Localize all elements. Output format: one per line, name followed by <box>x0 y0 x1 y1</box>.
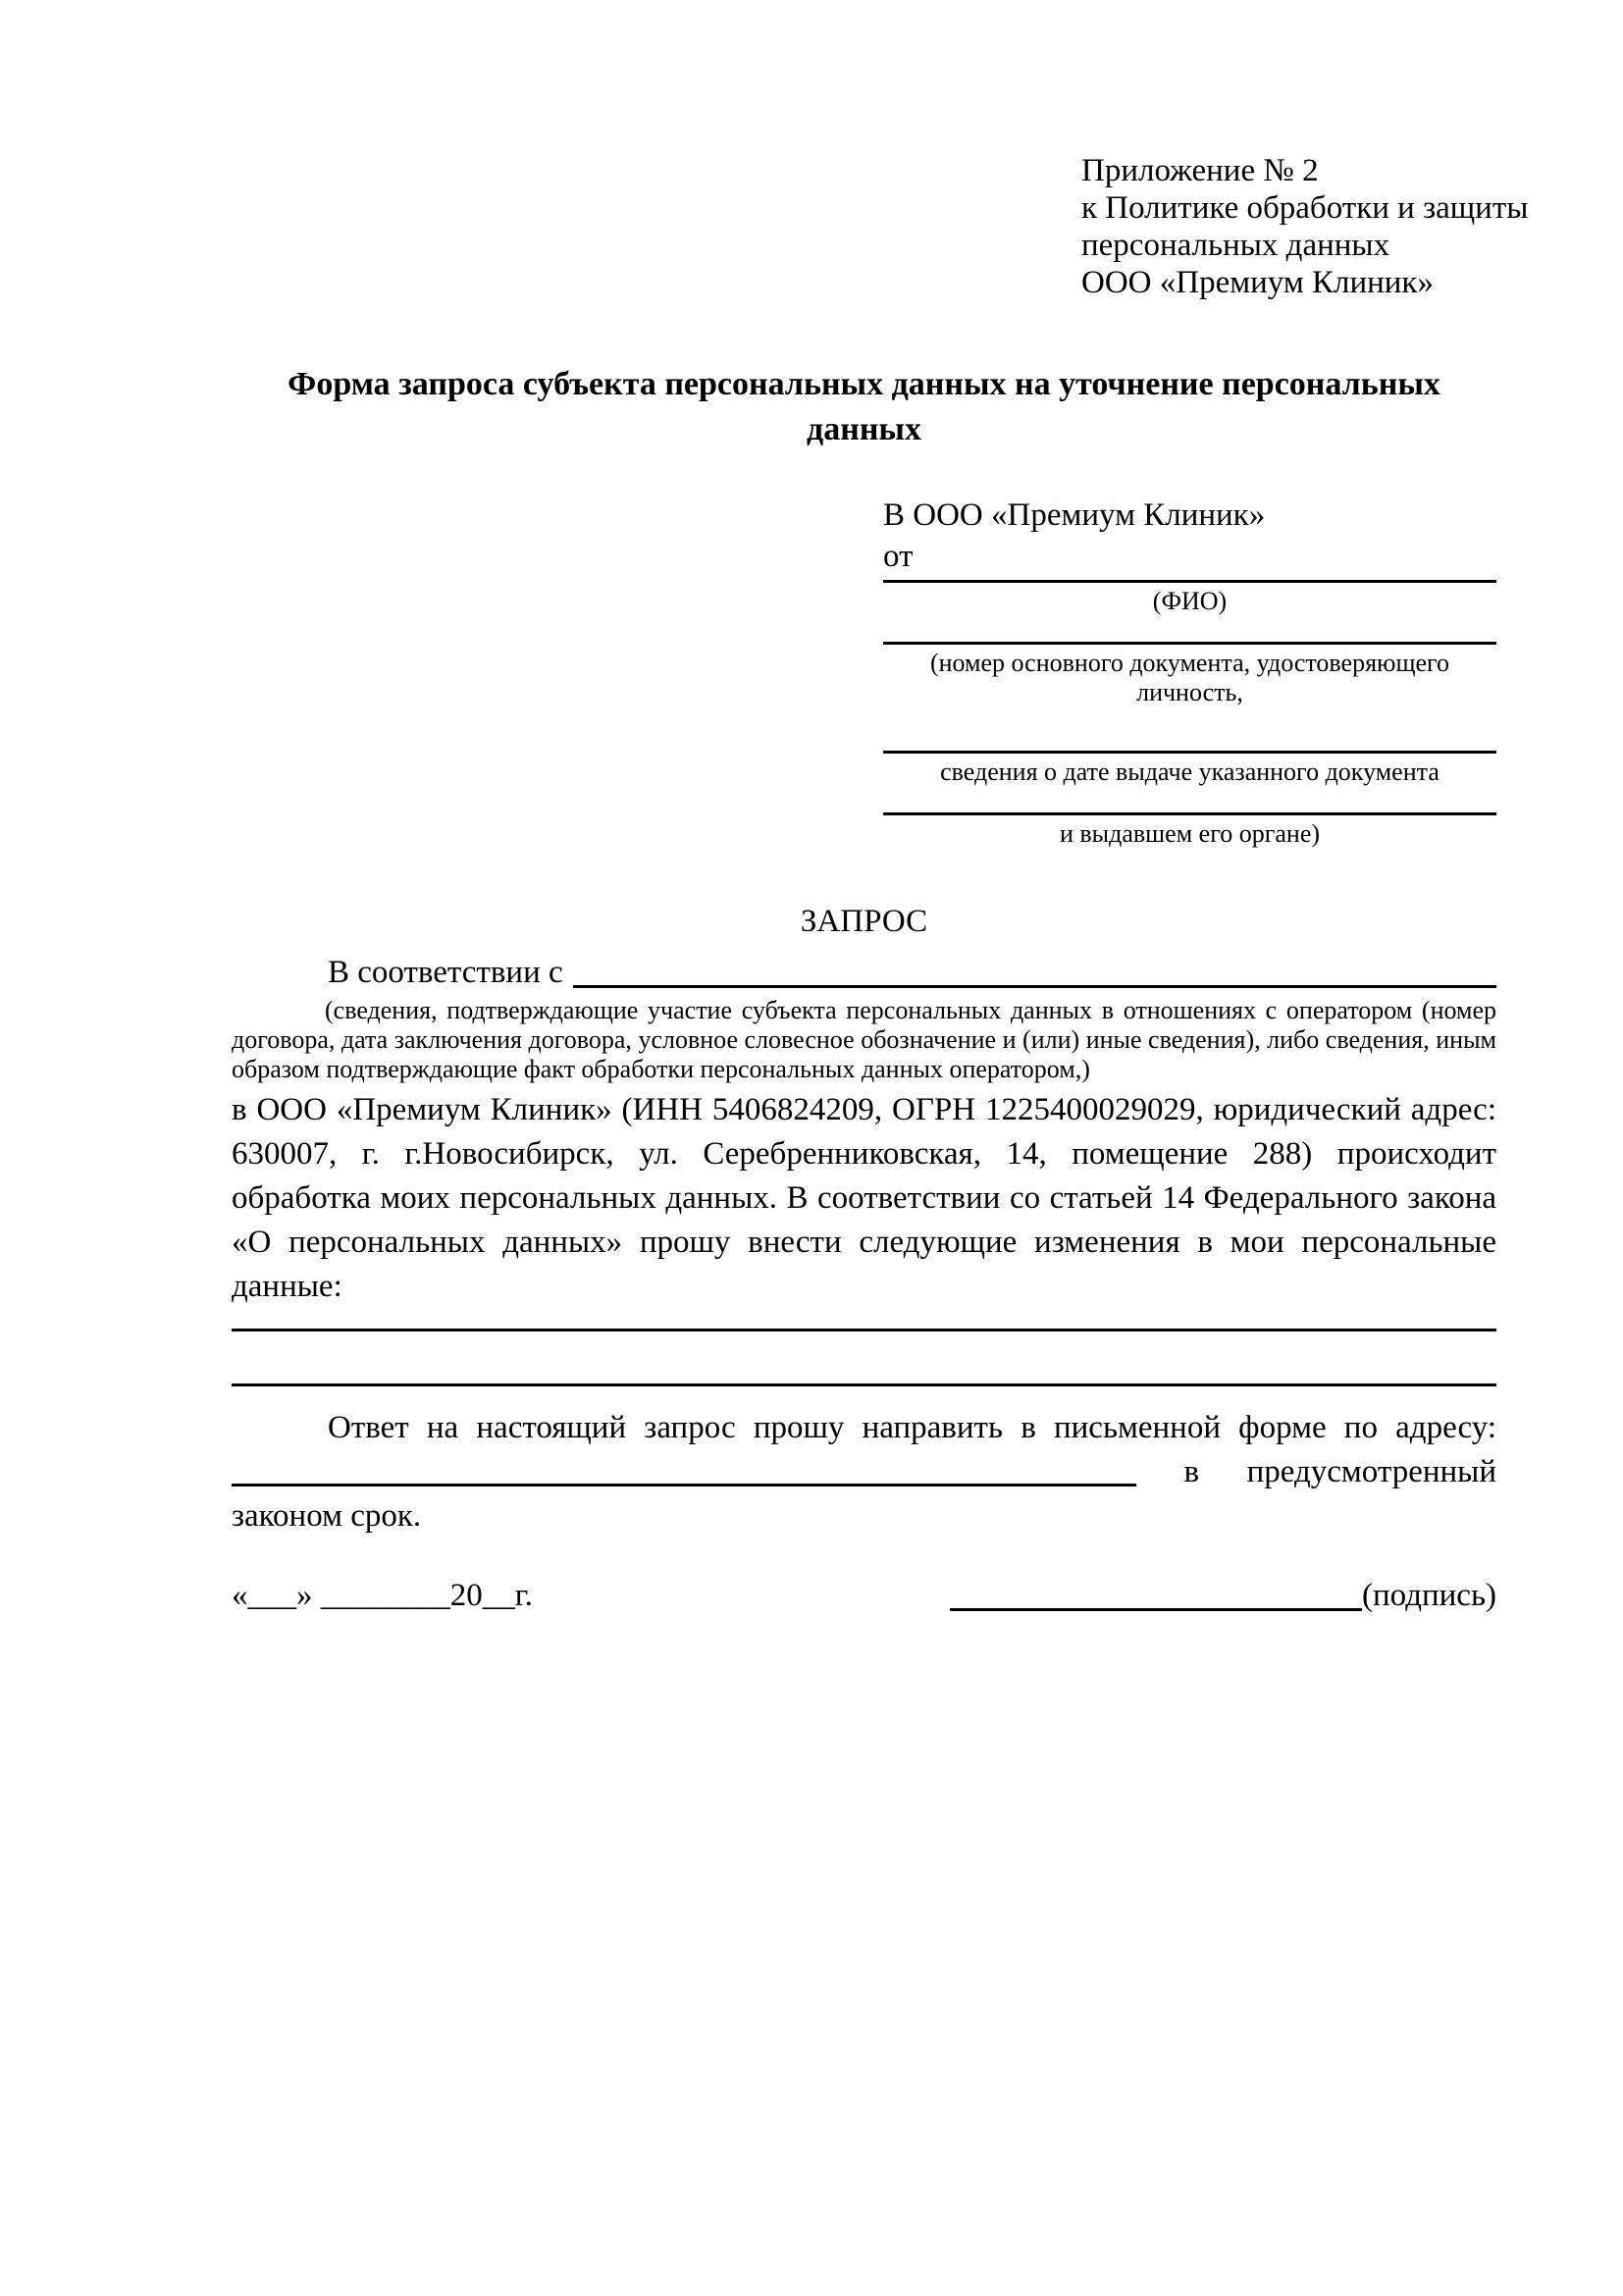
annex-line: ООО «Премиум Клиник» <box>1081 265 1434 300</box>
addressee-to: В ООО «Премиум Клиник» <box>883 497 1266 533</box>
signature-caption: (подпись) <box>1362 1578 1496 1613</box>
annex-line: Приложение № 2 <box>1081 153 1319 188</box>
annex-line: персональных данных <box>1081 228 1390 263</box>
answer-paragraph-line3: законом срок. <box>232 1498 422 1534</box>
signature-blank-line <box>950 1608 1362 1611</box>
fio-caption: (ФИО) <box>1152 587 1228 615</box>
addressee-from-label: от <box>883 539 914 574</box>
answer-address-blank-line <box>232 1484 1136 1487</box>
accordance-footnote: (сведения, подтверждающие участие субъекта персональных данных в отношениях с оператором (номер договора, дата заключения договора, условное словесное обозначение и (или) иные сведения), либо сведения, иным образом подтверждающие факт обработки персональных данных оператором,) <box>232 996 1496 1083</box>
answer-word-in: в <box>1183 1454 1200 1489</box>
issuing-authority-caption: и выдавшем его органе) <box>1059 819 1321 848</box>
accordance-line <box>232 951 1496 994</box>
answer-paragraph-line2 <box>232 1450 1496 1494</box>
issue-date-blank-line <box>883 751 1496 754</box>
date-blank: «___» ________20__г. <box>232 1578 533 1613</box>
answer-word-stipulated: предусмотренный <box>1246 1454 1496 1489</box>
accordance-label: В соответствии с <box>328 955 563 990</box>
request-body: в ООО «Премиум Клиник» (ИНН 5406824209, ОГРН 1225400029029, юридический адрес: 630007, г. г.Новосибирск, ул. Серебренниковская, 14, помещение 288) происходит обработка моих персональных данных. В соответствии со статьей 14 Федерального закона «О персональных данных» прошу внести следующие изменения в мои персональные данные: <box>232 1092 1496 1304</box>
answer-paragraph-line1: Ответ на настоящий запрос прошу направить в письменной форме по адресу: <box>328 1410 1496 1445</box>
document-number-caption: (номер основного документа, удостоверяющего личность, <box>929 649 1450 706</box>
changes-blank-line-1 <box>232 1329 1496 1331</box>
addressee-block <box>883 494 1496 849</box>
date-signature-row <box>232 1574 1496 1618</box>
document-content <box>232 0 1529 1618</box>
annex-block <box>1081 152 1529 301</box>
accordance-blank-line <box>573 951 1496 988</box>
document-number-blank-line <box>883 642 1496 645</box>
issuing-authority-blank-line <box>883 812 1496 815</box>
request-heading: ЗАПРОС <box>800 904 928 939</box>
issue-date-caption: сведения о дате выдаче указанного документа <box>940 757 1440 786</box>
fio-blank-line <box>883 580 1496 583</box>
annex-line: к Политике обработки и защиты <box>1081 190 1529 226</box>
changes-blank-line-2 <box>232 1383 1496 1386</box>
page-title: Форма запроса субъекта персональных данных на уточнение персональных данных <box>288 366 1440 447</box>
